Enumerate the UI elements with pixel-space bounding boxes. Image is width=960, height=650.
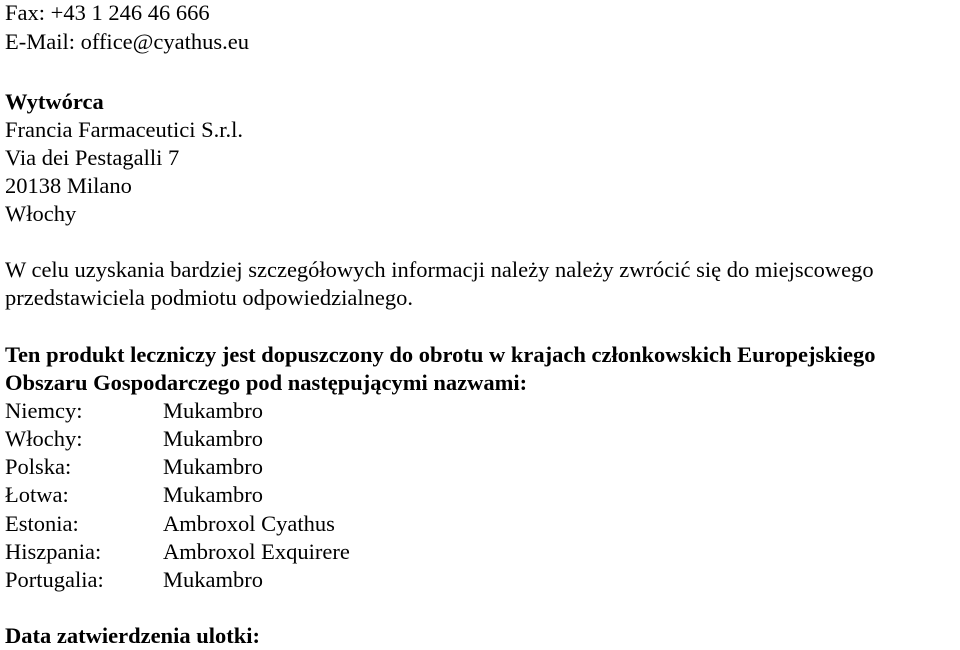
eea-heading-line-2: Obszaru Gospodarczego pod następującymi nazwami: xyxy=(5,370,528,395)
manufacturer-street: Via dei Pestagalli 7 xyxy=(5,145,180,170)
country-row-wlochy xyxy=(5,425,263,453)
country-label: Polska: xyxy=(5,454,72,479)
manufacturer-heading: Wytwórca xyxy=(5,89,104,114)
manufacturer-name: Francia Farmaceutici S.r.l. xyxy=(5,117,244,142)
country-label: Estonia: xyxy=(5,511,79,536)
product-name: Ambroxol Cyathus xyxy=(163,511,335,536)
approval-date-label: Data zatwierdzenia ulotki: xyxy=(5,623,260,648)
country-label: Niemcy: xyxy=(5,398,83,423)
country-label: Hiszpania: xyxy=(5,539,102,564)
product-name: Mukambro xyxy=(163,454,263,479)
manufacturer-city: 20138 Milano xyxy=(5,173,132,198)
country-row-estonia xyxy=(5,510,335,538)
country-row-niemcy xyxy=(5,397,263,425)
info-paragraph-line-1: W celu uzyskania bardziej szczegółowych informacji należy należy zwrócić się do miejscowego xyxy=(5,257,874,282)
product-name: Mukambro xyxy=(163,482,263,507)
product-name: Mukambro xyxy=(163,398,263,423)
document-page xyxy=(5,0,955,650)
product-name: Ambroxol Exquirere xyxy=(163,539,350,564)
fax-line: Fax: +43 1 246 46 666 xyxy=(5,0,210,25)
country-row-lotwa xyxy=(5,481,263,509)
product-name: Mukambro xyxy=(163,567,263,592)
country-row-portugalia xyxy=(5,566,263,594)
country-label: Łotwa: xyxy=(5,482,69,507)
email-line: E-Mail: office@cyathus.eu xyxy=(5,29,249,54)
country-row-polska xyxy=(5,453,263,481)
info-paragraph-line-2: przedstawiciela podmiotu odpowiedzialnego. xyxy=(5,285,413,310)
country-label: Portugalia: xyxy=(5,567,104,592)
country-row-hiszpania xyxy=(5,538,350,566)
product-name: Mukambro xyxy=(163,426,263,451)
country-label: Włochy: xyxy=(5,426,83,451)
manufacturer-country: Włochy xyxy=(5,201,77,226)
eea-heading-line-1: Ten produkt leczniczy jest dopuszczony do obrotu w krajach członkowskich Europejskiego xyxy=(5,342,876,367)
